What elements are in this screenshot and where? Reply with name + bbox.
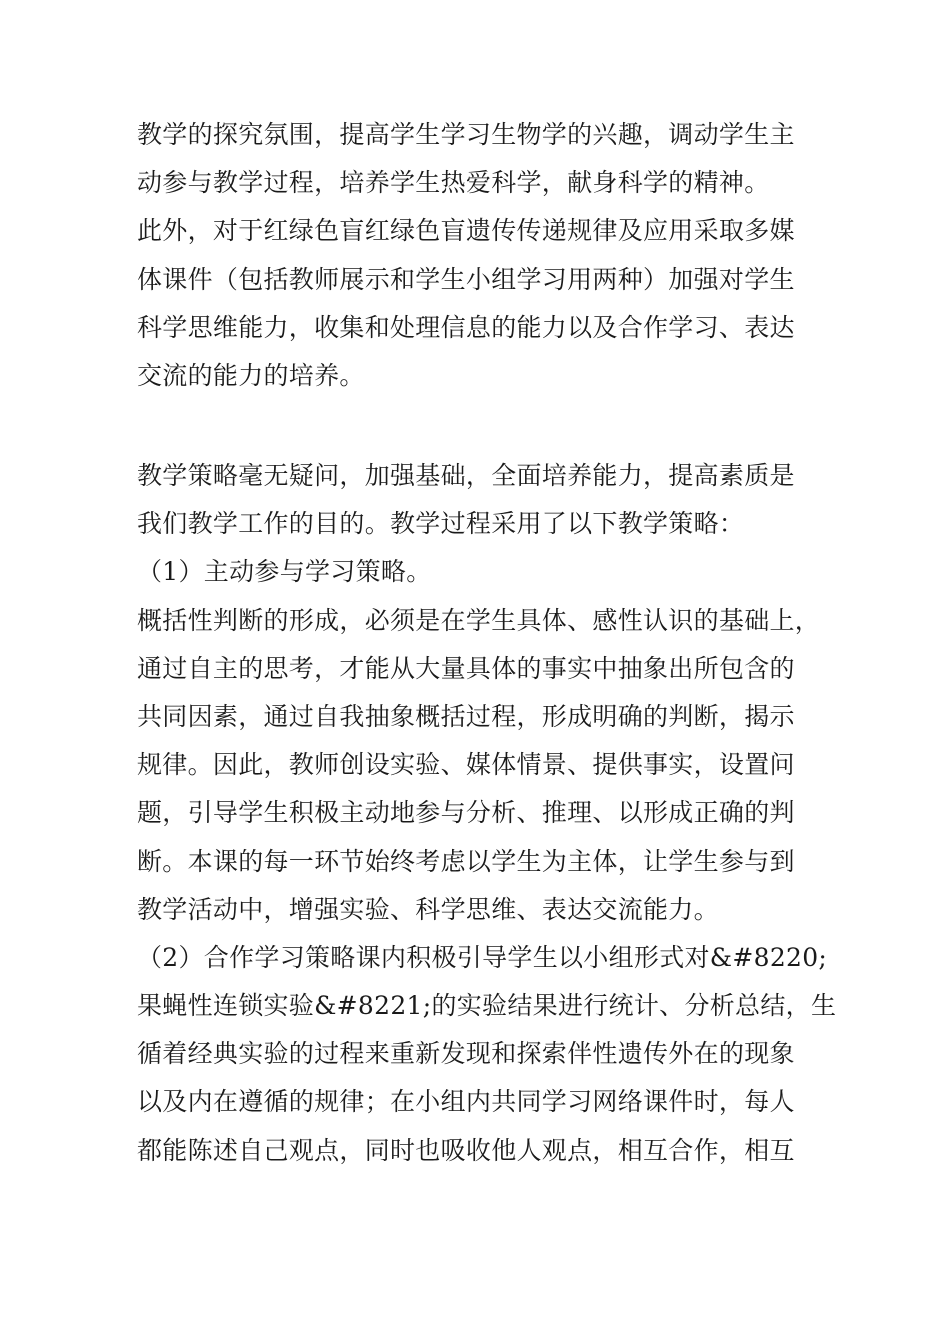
text-line: （1）主动参与学习策略。 <box>137 557 432 587</box>
text-line: 通过自主的思考，才能从大量具体的事实中抽象出所包含的 <box>137 653 795 683</box>
text-line: 都能陈述自己观点，同时也吸收他人观点，相互合作，相互 <box>137 1135 795 1165</box>
text-line: 教学活动中，增强实验、科学思维、表达交流能力。 <box>137 894 719 924</box>
text-line: 教学的探究氛围，提高学生学习生物学的兴趣，调动学生主 <box>137 120 795 149</box>
paragraph-block-1 <box>137 111 827 400</box>
text-line: 共同因素，通过自我抽象概括过程，形成明确的判断，揭示 <box>137 701 795 731</box>
paragraph-block-2 <box>137 452 837 1175</box>
text-line: 我们教学工作的目的。教学过程采用了以下教学策略： <box>137 509 745 539</box>
text-line: 循着经典实验的过程来重新发现和探索伴性遗传外在的现象 <box>137 1039 795 1069</box>
text-line: （2）合作学习策略课内积极引导学生以小组形式对&#8220; <box>137 942 828 972</box>
text-line: 题，引导学生积极主动地参与分析、推理、以形成正确的判 <box>137 798 795 828</box>
text-line: 此外，对于红绿色盲红绿色盲遗传传递规律及应用采取多媒 <box>137 216 795 246</box>
text-line: 概括性判断的形成，必须是在学生具体、感性认识的基础上， <box>137 605 821 635</box>
text-line: 交流的能力的培养。 <box>137 360 365 390</box>
text-line: 果蝇性连锁实验&#8221;的实验结果进行统计、分析总结，生 <box>137 991 837 1021</box>
text-line: 动参与教学过程，培养学生热爱科学，献身科学的精神。 <box>137 168 770 198</box>
text-line: 科学思维能力，收集和处理信息的能力以及合作学习、表达 <box>137 312 795 342</box>
text-line: 教学策略毫无疑问，加强基础，全面培养能力，提高素质是 <box>137 461 795 490</box>
text-line: 断。本课的每一环节始终考虑以学生为主体，让学生参与到 <box>137 846 795 876</box>
text-line: 体课件（包括教师展示和学生小组学习用两种）加强对学生 <box>137 264 795 294</box>
text-line: 规律。因此，教师创设实验、媒体情景、提供事实，设置问 <box>137 750 795 780</box>
text-line: 以及内在遵循的规律；在小组内共同学习网络课件时，每人 <box>137 1087 795 1117</box>
